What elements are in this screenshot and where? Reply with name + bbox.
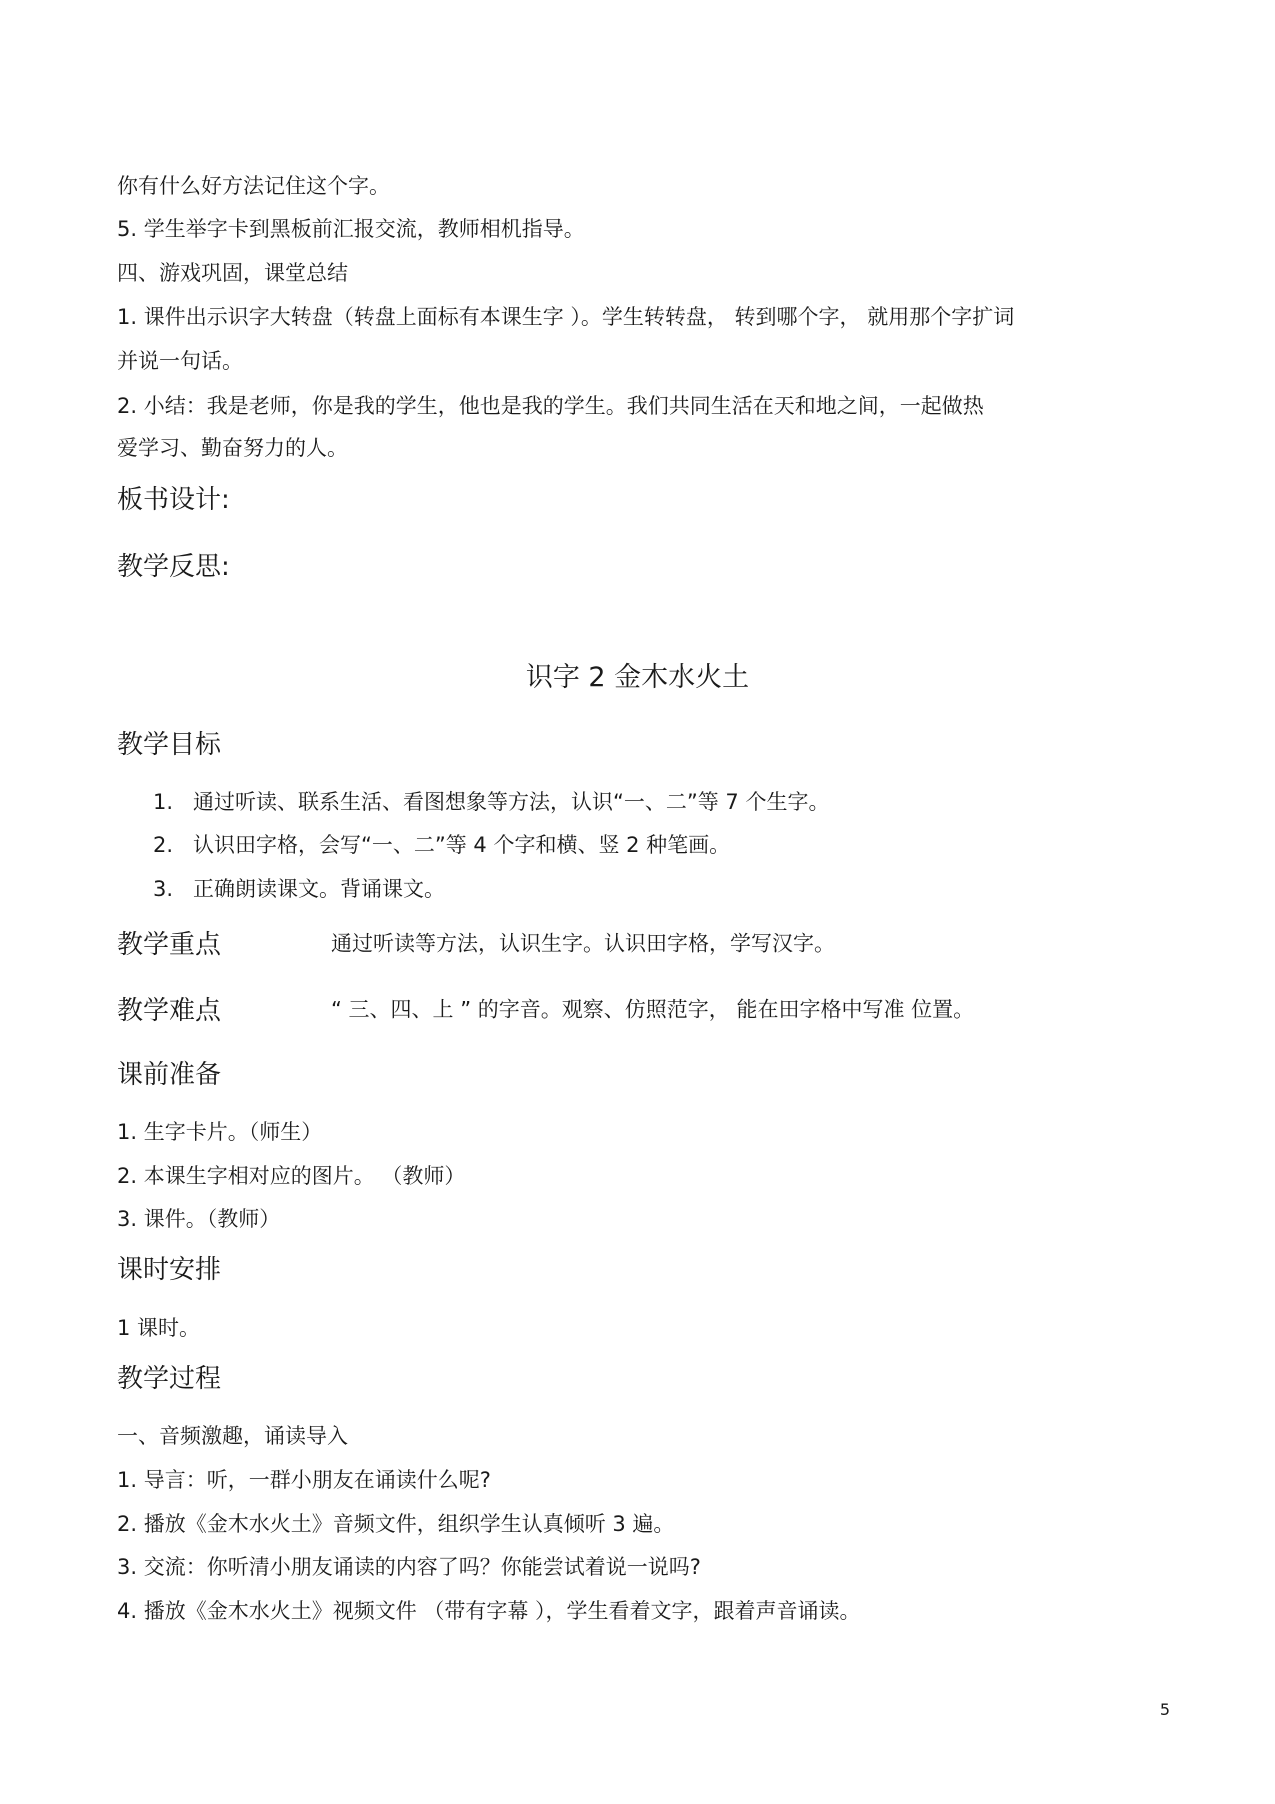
goal-number: 1. — [153, 790, 174, 814]
text-line: 2. 小结：我是老师，你是我的学生，他也是我的学生。我们共同生活在天和地之间，一起做热 — [117, 394, 984, 418]
goal-text: 通过听读、联系生活、看图想象等方法，认识“一、二”等 7 个生字。 — [193, 790, 830, 814]
process-item: 4. 播放《金木水火土》视频文件 （带有字幕 ），学生看着文字，跟着声音诵读。 — [117, 1599, 861, 1623]
key-points-row — [117, 924, 835, 961]
goal-text: 正确朗读课文。背诵课文。 — [193, 877, 445, 901]
page-number: 5 — [1159, 1700, 1170, 1719]
process-item: 2. 播放《金木水火土》音频文件，组织学生认真倾听 3 遍。 — [117, 1512, 675, 1536]
prep-heading: 课前准备 — [117, 1060, 222, 1090]
goal-text: 认识田字格，会写“一、二”等 4 个字和横、竖 2 种笔画。 — [193, 833, 731, 857]
goal-number: 3. — [153, 877, 174, 901]
section-heading: 四、游戏巩固，课堂总结 — [117, 261, 348, 285]
key-points-heading: 教学重点 — [117, 930, 222, 960]
lesson-title: 识字 2 金木水火土 — [525, 662, 750, 693]
goals-heading: 教学目标 — [117, 730, 222, 760]
text-line: 并说一句话。 — [117, 349, 243, 373]
difficulty-text: “ 三、四、上 ” 的字音。观察、仿照范字， 能在田字格中写准 位置。 — [331, 997, 975, 1022]
process-heading: 教学过程 — [117, 1364, 222, 1394]
key-points-text: 通过听读等方法，认识生字。认识田字格，学写汉字。 — [331, 931, 835, 956]
schedule-heading: 课时安排 — [117, 1255, 222, 1285]
process-item: 一、音频激趣，诵读导入 — [117, 1424, 348, 1448]
difficulty-heading: 教学难点 — [117, 996, 222, 1026]
prep-item: 3. 课件。（教师） — [117, 1207, 281, 1231]
process-item: 1. 导言：听，一群小朋友在诵读什么呢? — [117, 1468, 491, 1492]
text-line: 1. 课件出示识字大转盘（转盘上面标有本课生字 ）。学生转转盘， 转到哪个字， 就用那个字扩词 — [117, 305, 1015, 329]
difficulty-row — [117, 990, 974, 1027]
schedule-text: 1 课时。 — [117, 1316, 201, 1340]
goal-item — [153, 875, 445, 903]
text-line: 爱学习、勤奋努力的人。 — [117, 436, 348, 460]
goal-item — [153, 831, 730, 859]
prep-item: 2. 本课生字相对应的图片。 （教师） — [117, 1164, 466, 1188]
process-item: 3. 交流：你听清小朋友诵读的内容了吗？你能尝试着说一说吗? — [117, 1555, 701, 1579]
goal-number: 2. — [153, 833, 174, 857]
prep-item: 1. 生字卡片。（师生） — [117, 1120, 323, 1144]
goal-item — [153, 788, 829, 816]
text-line: 5. 学生举字卡到黑板前汇报交流，教师相机指导。 — [117, 217, 585, 241]
board-design-heading: 板书设计: — [117, 485, 230, 515]
reflection-heading: 教学反思: — [117, 552, 230, 582]
text-line: 你有什么好方法记住这个字。 — [117, 174, 390, 198]
